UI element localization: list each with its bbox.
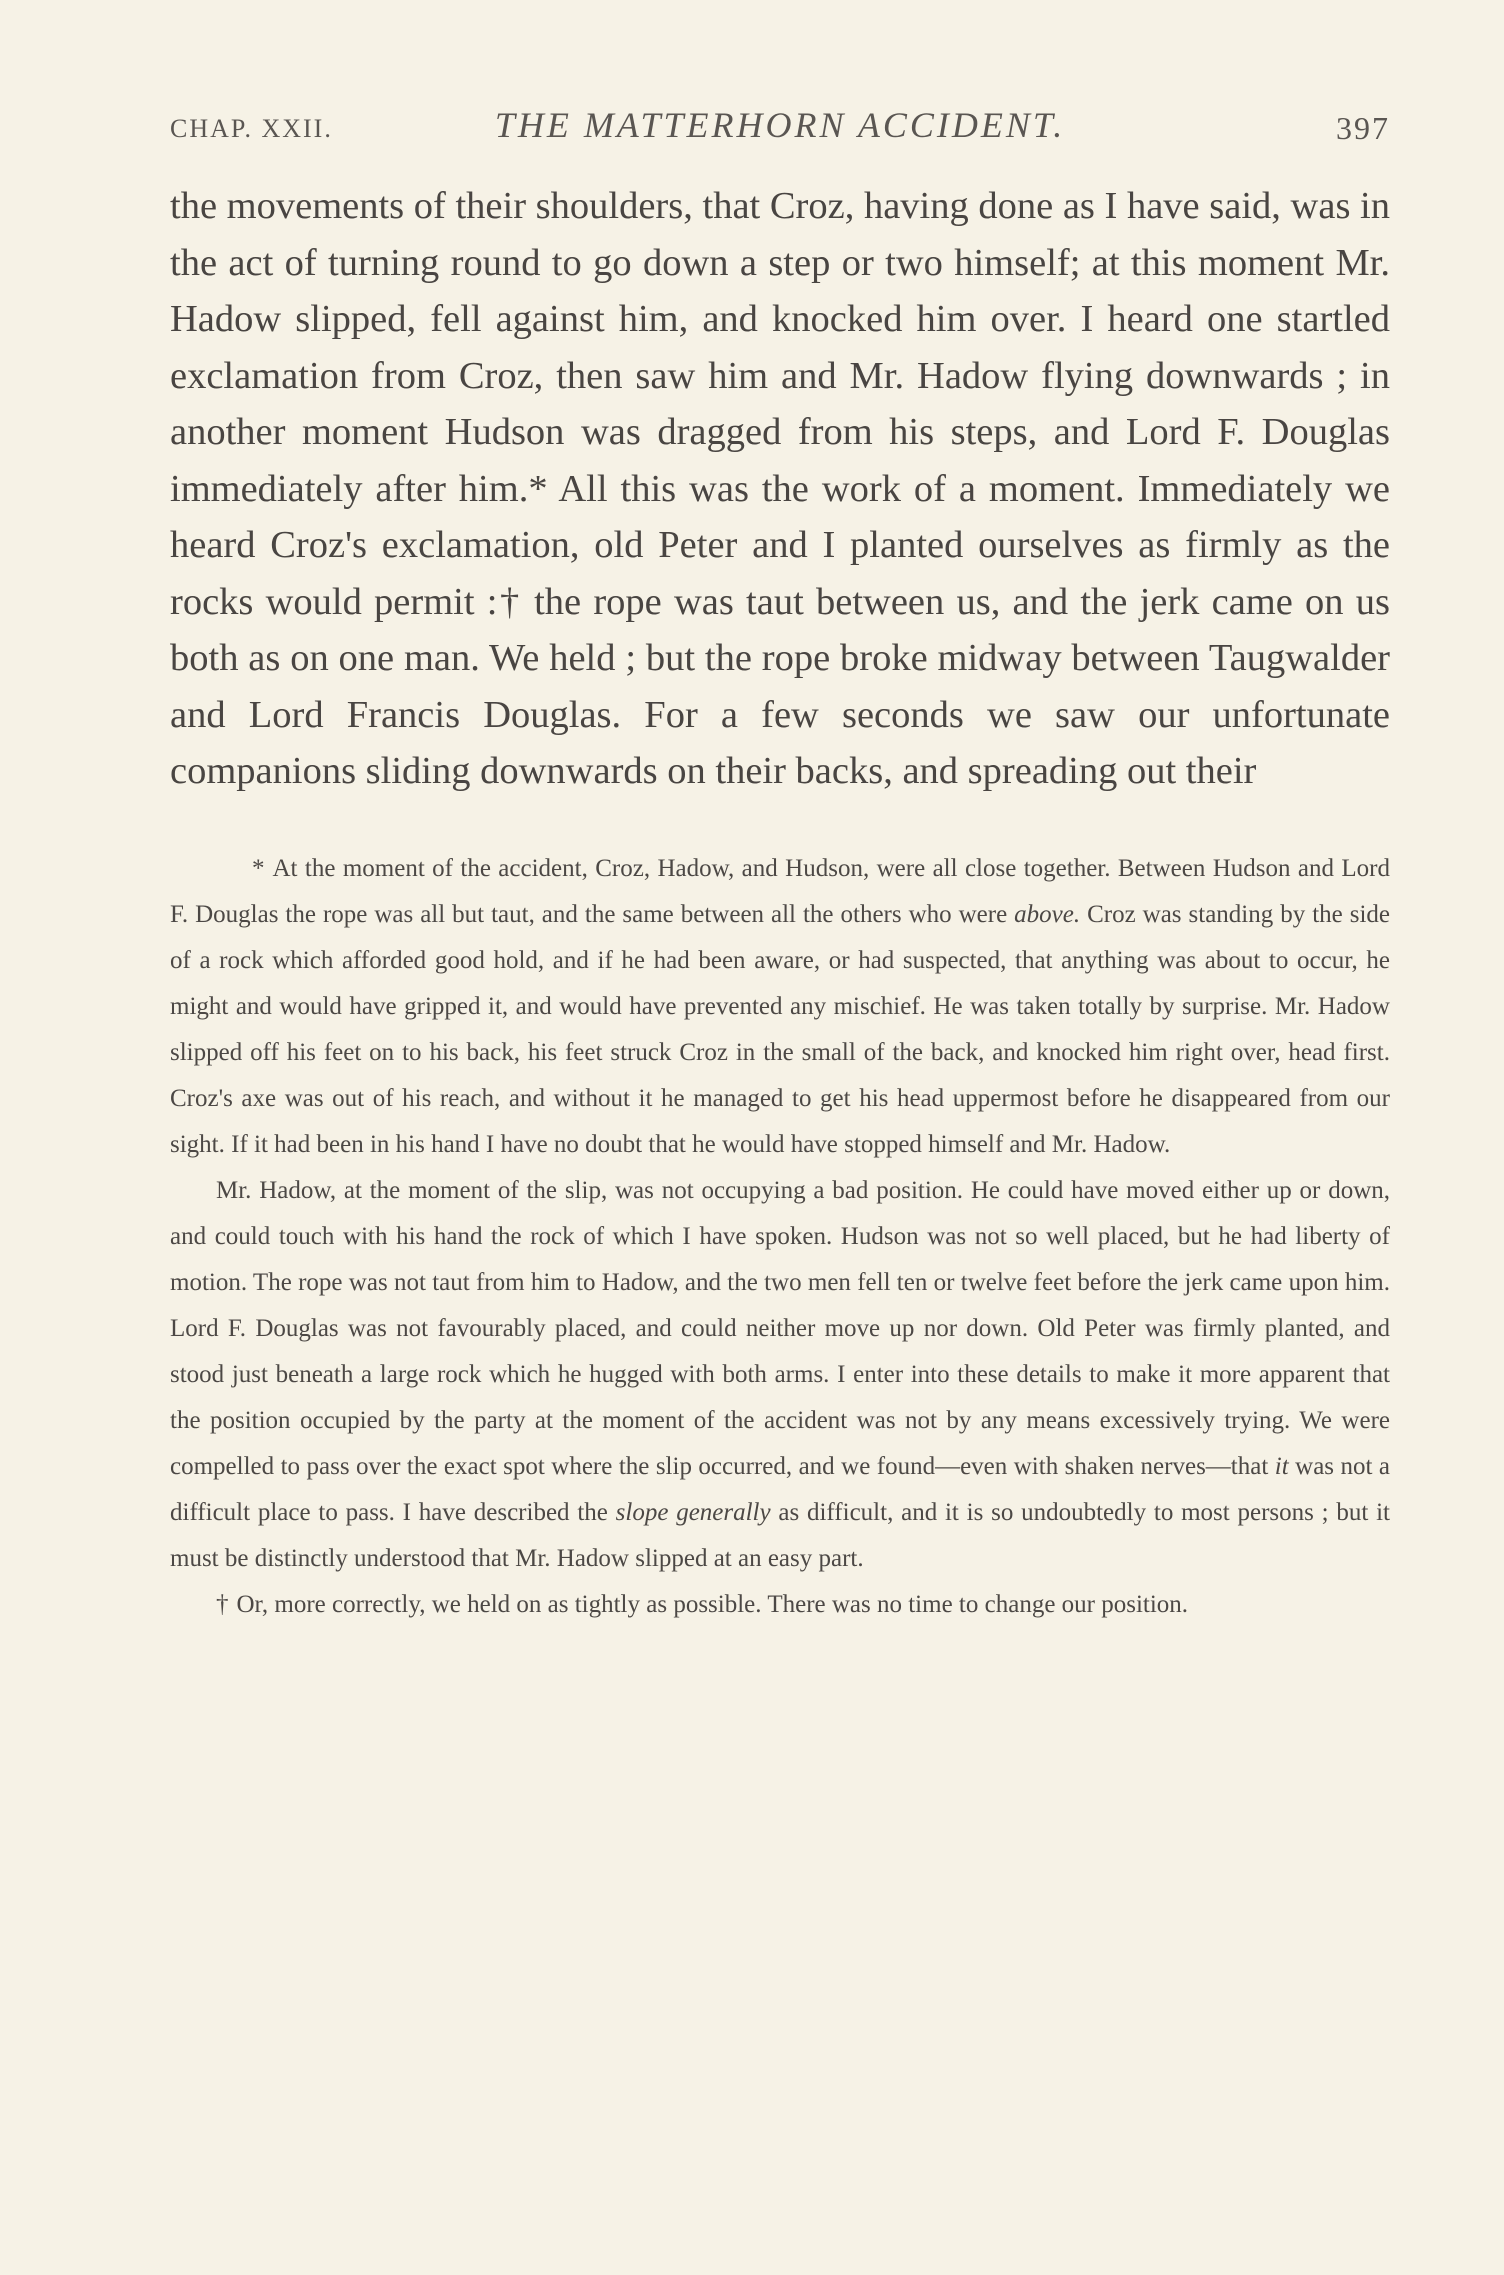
footnote-cont-italic-a: it [1274,1452,1289,1480]
footnote-mark-star: * [252,854,265,882]
footnote-star [170,846,1390,1168]
body-paragraph: the movements of their shoulders, that Croz, having done as I have said, was in the act of turning round to go down a step or two himself; at this moment Mr. Hadow slipped, fell against him, and knocked him over. I heard one startled exclamation from Croz, then saw him and Mr. Hadow flying downwards ; in another moment Hudson was dragged from his steps, and Lord F. Douglas immediately after him.* All this was the work of a moment. Immediately we heard Croz's exclamation, old Peter and I planted ourselves as firmly as the rocks would permit :† the rope was taut between us, and the jerk came on us both as on one man. We held ; but the rope broke midway between Taugwalder and Lord Francis Douglas. For a few seconds we saw our unfortunate companions sliding downwards on their backs, and spreading out their [170,185,1390,792]
footnote-dagger-text: Or, more correctly, we held on as tightly as possible. There was no time to change our position. [236,1590,1189,1618]
footnote-star-text-b: Croz was standing by the side of a rock which afforded good hold, and if he had been aware, or had suspected, that anything was about to occur, he might and would have gripped it, and would have prevented any mischief. He was taken totally by surprise. Mr. Hadow slipped off his feet on to his back, his feet struck Croz in the small of the back, and knocked him right over, head first. Croz's axe was out of his reach, and without it he managed to get his head uppermost before he disappeared from our sight. If it had been in his hand I have no doubt that he would have stopped himself and Mr. Hadow. [170,900,1390,1158]
book-page [170,100,1390,1628]
footnote-cont-text-c: as difficult, and it is so undoubtedly to most persons ; but it must be distinctly understood that Mr. Hadow slipped at an easy part. [170,1498,1390,1572]
footnote-mark-dagger: † [216,1590,229,1618]
footnote-cont-text-a: Mr. Hadow, at the moment of the slip, was not occupying a bad position. He could have moved either up or down, and could touch with his hand the rock of which I have spoken. Hudson was not so well placed, but he had liberty of motion. The rope was not taut from him to Hadow, and the two men fell ten or twelve feet before the jerk came upon him. Lord F. Douglas was not favourably placed, and could neither move up nor down. Old Peter was firmly planted, and stood just beneath a large rock which he hugged with both arms. I enter into these details to make it more apparent that the position occupied by the party at the moment of the accident was not by any means excessively trying. We were compelled to pass over the exact spot where the slip occurred, and we found—even with shaken nerves—that [170,1176,1390,1480]
footnote-cont-text-b: was not a difficult place to pass. I have described the [170,1452,1390,1526]
footnote-cont-italic-b: slope generally [615,1498,771,1526]
footnote-star-italic: above. [1014,900,1081,928]
chapter-label: CHAP. XXII. [170,114,333,143]
footnote-star-text-a: At the moment of the accident, Croz, Hadow, and Hudson, were all close together. Between Hudson and Lord F. Douglas the rope was all but taut, and the same between all the others who were [170,854,1390,928]
footnote-star-continuation [170,1168,1390,1582]
footnotes [170,846,1390,1628]
page-number: 397 [1336,110,1390,146]
footnote-dagger [170,1582,1390,1628]
main-text [170,178,1390,800]
running-head [170,100,1390,152]
running-title: THE MATTERHORN ACCIDENT. [494,105,1066,145]
